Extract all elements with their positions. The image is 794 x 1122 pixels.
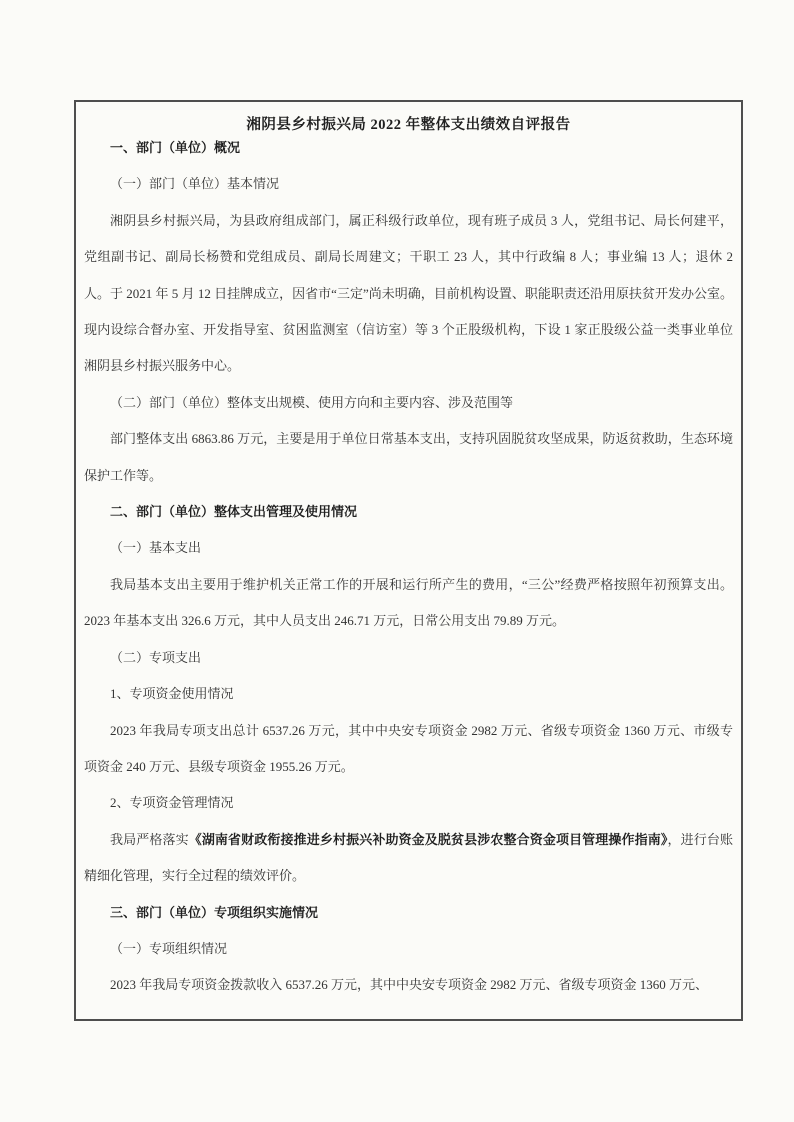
section-2-sub-2-heading: （二）专项支出 bbox=[110, 649, 202, 665]
section-2-item-2-body bbox=[84, 822, 733, 895]
section-1-sub-2-body: 部门整体支出 6863.86 万元，主要是用于单位日常基本支出，支持巩固脱贫攻坚成果，防返贫救助，生态环境保护工作等。 bbox=[84, 431, 733, 483]
section-3-sub-1-body: 2023 年我局专项资金拨款收入 6537.26 万元，其中中央安专项资金 2982 万元、省级专项资金 1360 万元、 bbox=[110, 977, 709, 993]
section-2-item-1-heading: 1、专项资金使用情况 bbox=[110, 686, 234, 702]
section-1-sub-1-body: 湘阴县乡村振兴局，为县政府组成部门，属正科级行政单位，现有班子成员 3 人，党组书记、局长何建平，党组副书记、副局长杨赞和党组成员、副局长周建文；干职工 23 人，其中行政编 8 人；事业编 13 人；退休 2 人。于 2021 年 5 月 12 日挂牌成立，因省市“三定”尚未明确，目前机构设置、职能职责还沿用原扶贫开发办公室。现内设综合督办室、开发指导室、贫困监测室（信访室）等 3 个正股级机构，下设 1 家正股级公益一类事业单位湘阴县乡村振兴服务中心。 bbox=[84, 212, 733, 374]
report-border-box bbox=[74, 100, 743, 1021]
section-2-item-2-heading: 2、专项资金管理情况 bbox=[110, 795, 234, 811]
section-2-sub-1-body: 我局基本支出主要用于维护机关正常工作的开展和运行所产生的费用，“三公”经费严格按照年初预算支出。2023 年基本支出 326.6 万元，其中人员支出 246.71 万元，日常公用支出 79.89 万元。 bbox=[84, 576, 733, 629]
item-2-body-book-title: 《湖南省财政衔接推进乡村振兴补助资金及脱贫县涉农整合资金项目管理操作指南》 bbox=[188, 831, 668, 847]
section-2-sub-1-heading: （一）基本支出 bbox=[110, 540, 202, 556]
section-1-sub-2-heading: （二）部门（单位）整体支出规模、使用方向和主要内容、涉及范围等 bbox=[110, 394, 514, 410]
section-1-sub-1-heading: （一）部门（单位）基本情况 bbox=[110, 176, 280, 192]
section-3-heading: 三、部门（单位）专项组织实施情况 bbox=[110, 904, 319, 920]
section-1-heading: 一、部门（单位）概况 bbox=[110, 140, 241, 155]
section-2-item-1-body: 2023 年我局专项支出总计 6537.26 万元，其中中央安专项资金 2982 万元、省级专项资金 1360 万元、市级专项资金 240 万元、县级专项资金 1955.26 万元。 bbox=[84, 722, 733, 774]
section-3-sub-1-heading: （一）专项组织情况 bbox=[110, 940, 228, 956]
item-2-body-prefix: 我局严格落实 bbox=[110, 831, 189, 847]
section-2-heading: 二、部门（单位）整体支出管理及使用情况 bbox=[110, 504, 358, 520]
item-2-body-suffix: ，进行台账精细化管理，实行全过程的绩效评价。 bbox=[84, 831, 733, 884]
report-title: 湘阴县乡村振兴局 2022 年整体支出绩效自评报告 bbox=[246, 117, 571, 133]
